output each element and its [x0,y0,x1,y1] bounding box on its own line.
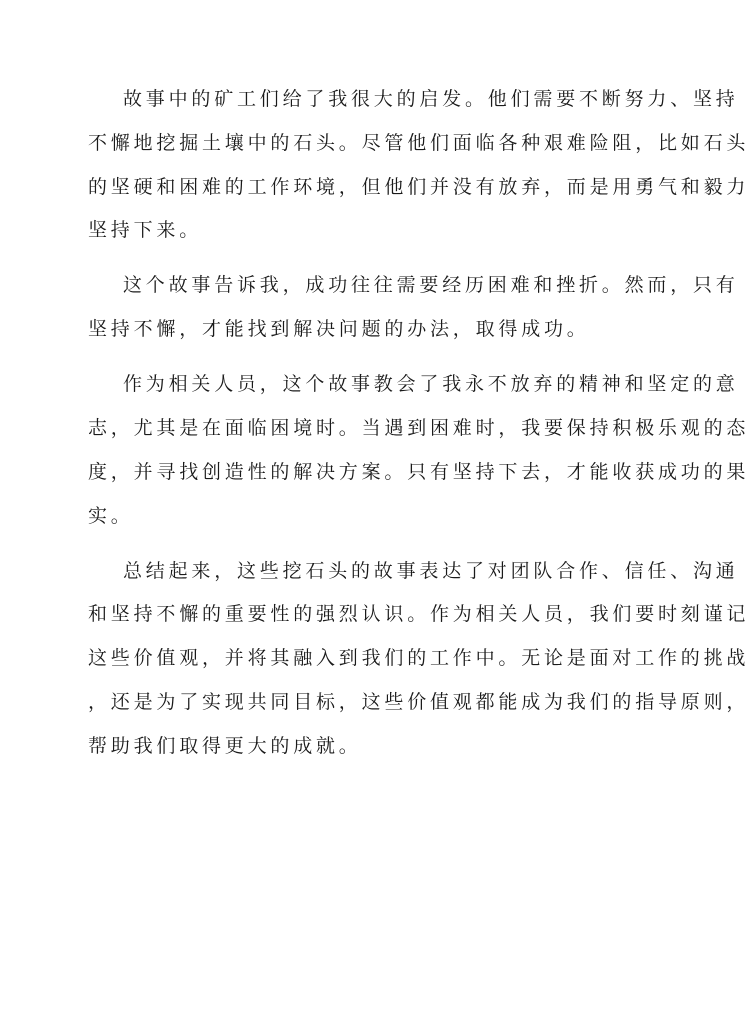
paragraph-line: 故事中的矿工们给了我很大的启发。他们需要不断努力、坚持 [123,88,739,110]
paragraph-line: 帮助我们取得更大的成就。 [88,735,362,757]
paragraph-line: 度，并寻找创造性的解决方案。只有坚持下去，才能收获成功的果 [88,461,749,483]
paragraph-line: 总结起来，这些挖石头的故事表达了对团队合作、信任、沟通 [123,560,739,582]
paragraph-line: 的坚硬和困难的工作环境，但他们并没有放弃，而是用勇气和毅力 [88,176,749,198]
paragraph-line: 这些价值观，并将其融入到我们的工作中。无论是面对工作的挑战 [88,647,749,669]
paragraph-line: 作为相关人员，这个故事教会了我永不放弃的精神和坚定的意 [123,373,739,395]
paragraph-line: 坚持不懈，才能找到解决问题的办法，取得成功。 [88,318,590,340]
paragraph-line: ，还是为了实现共同目标，这些价值观都能成为我们的指导原则， [88,691,749,713]
paragraph-line: 实。 [88,505,134,527]
paragraph-line: 不懈地挖掘土壤中的石头。尽管他们面临各种艰难险阻，比如石头 [88,132,749,154]
paragraph-line: 这个故事告诉我，成功往往需要经历困难和挫折。然而，只有 [123,274,739,296]
paragraph-line: 坚持下来。 [88,219,203,241]
paragraph-line: 志，尤其是在面临困境时。当遇到困难时，我要保持积极乐观的态 [88,417,749,439]
paragraph-line: 和坚持不懈的重要性的强烈认识。作为相关人员，我们要时刻谨记 [88,603,749,625]
